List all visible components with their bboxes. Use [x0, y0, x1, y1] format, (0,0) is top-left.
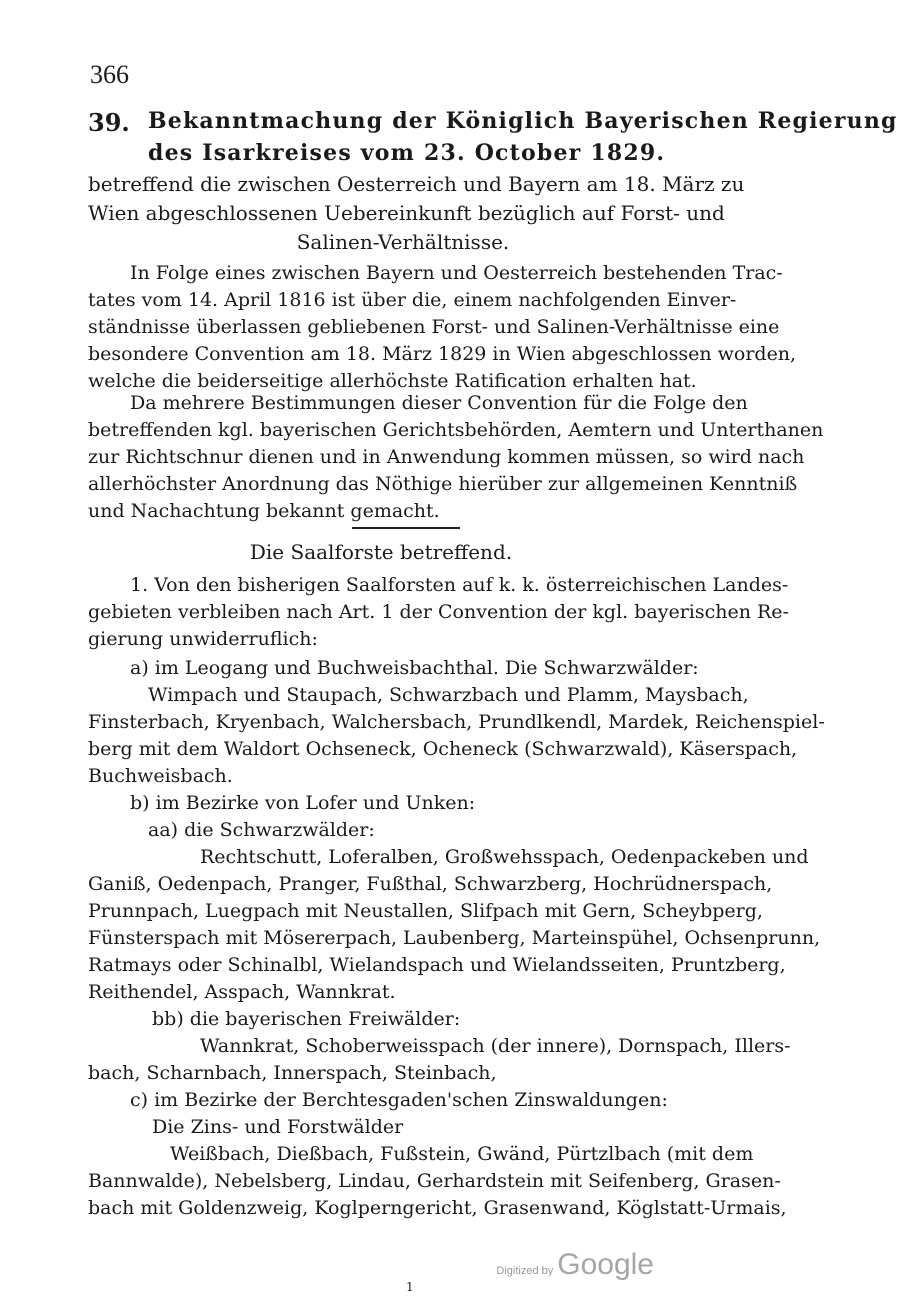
page-number: 366 — [90, 60, 129, 89]
section-line: Fünsterspach mit Mösererpach, Laubenberg, Marteinspühel, Ochsenprunn, — [88, 927, 821, 949]
section-divider — [352, 527, 460, 529]
paragraph-2-line: Da mehrere Bestimmungen dieser Convention für die Folge den — [130, 392, 748, 414]
section-line: a) im Leogang und Buchweisbachthal. Die Schwarzwälder: — [130, 657, 699, 679]
section-line: Prunnpach, Luegpach mit Neustallen, Slifpach mit Gern, Scheybperg, — [88, 900, 763, 922]
watermark-prefix: Digitized by — [496, 1265, 554, 1277]
paragraph-1-line: ständnisse überlassen gebliebenen Forst- und Salinen-Verhältnisse eine — [88, 316, 780, 338]
section-line: c) im Bezirke der Berchtesgaden'schen Zinswaldungen: — [130, 1089, 668, 1111]
footer-mark: 1 — [406, 1280, 414, 1294]
section-line: aa) die Schwarzwälder: — [148, 819, 375, 841]
section-line: Wannkrat, Schoberweisspach (der innere), Dornspach, Illers- — [200, 1035, 791, 1057]
subject-line-3: Salinen-Verhältnisse. — [296, 230, 510, 254]
section-line: Buchweisbach. — [88, 765, 233, 787]
section-line: Ratmays oder Schinalbl, Wielandspach und Wielandsseiten, Pruntzberg, — [88, 954, 786, 976]
digitized-by-google-watermark — [496, 1248, 654, 1282]
paragraph-1-line: In Folge eines zwischen Bayern und Oesterreich bestehenden Trac- — [130, 262, 783, 284]
section-line: bach mit Goldenzweig, Koglperngericht, Grasenwand, Köglstatt-Urmais, — [88, 1197, 787, 1219]
google-logo: Google — [557, 1248, 654, 1281]
subject-line-2: Wien abgeschlossenen Uebereinkunft bezüglich auf Forst- und — [88, 201, 725, 225]
section-line: berg mit dem Waldort Ochseneck, Ocheneck (Schwarzwald), Käserspach, — [88, 738, 798, 760]
paragraph-1-line: besondere Convention am 18. März 1829 in Wien abgeschlossen worden, — [88, 343, 797, 365]
section-line: bb) die bayerischen Freiwälder: — [152, 1008, 461, 1030]
section-line: Die Zins- und Forstwälder — [152, 1116, 404, 1138]
section-line: gebieten verbleiben nach Art. 1 der Convention der kgl. bayerischen Re- — [88, 601, 789, 623]
section-line: Rechtschutt, Loferalben, Großwehsspach, Oedenpackeben und — [200, 846, 809, 868]
paragraph-1-line: welche die beiderseitige allerhöchste Ratification erhalten hat. — [88, 370, 697, 392]
paragraph-2-line: allerhöchster Anordnung das Nöthige hierüber zur allgemeinen Kenntniß — [88, 473, 798, 495]
section-line: b) im Bezirke von Lofer und Unken: — [130, 792, 476, 814]
subject-line-1: betreffend die zwischen Oesterreich und Bayern am 18. März zu — [88, 172, 745, 196]
paragraph-2-line: und Nachachtung bekannt gemacht. — [88, 500, 440, 522]
paragraph-2-line: zur Richtschnur dienen und in Anwendung kommen müssen, so wird nach — [88, 446, 805, 468]
announcement-number: 39. — [88, 108, 130, 137]
section-line: Reithendel, Asspach, Wannkrat. — [88, 981, 396, 1003]
section-line: bach, Scharnbach, Innerspach, Steinbach, — [88, 1062, 497, 1084]
heading-line-1: Bekanntmachung der Königlich Bayerischen Regierung — [148, 108, 898, 134]
heading-line-2: des Isarkreises vom 23. October 1829. — [148, 140, 666, 166]
section-line: Weißbach, Dießbach, Fußstein, Gwänd, Pürtzlbach (mit dem — [170, 1143, 754, 1165]
section-line: 1. Von den bisherigen Saalforsten auf k. k. österreichischen Landes- — [130, 574, 789, 596]
paragraph-2-line: betreffenden kgl. bayerischen Gerichtsbehörden, Aemtern und Unterthanen — [88, 419, 824, 441]
paragraph-1-line: tates vom 14. April 1816 ist über die, einem nachfolgenden Einver- — [88, 289, 737, 311]
section-title: Die Saalforste betreffend. — [249, 540, 513, 564]
section-line: Ganiß, Oedenpach, Pranger, Fußthal, Schwarzberg, Hochrüdnerspach, — [88, 873, 773, 895]
section-line: Finsterbach, Kryenbach, Walchersbach, Prundlkendl, Mardek, Reichenspiel- — [88, 711, 825, 733]
section-line: Bannwalde), Nebelsberg, Lindau, Gerhardstein mit Seifenberg, Grasen- — [88, 1170, 781, 1192]
section-line: Wimpach und Staupach, Schwarzbach und Plamm, Maysbach, — [148, 684, 749, 706]
section-line: gierung unwiderruflich: — [88, 628, 318, 650]
